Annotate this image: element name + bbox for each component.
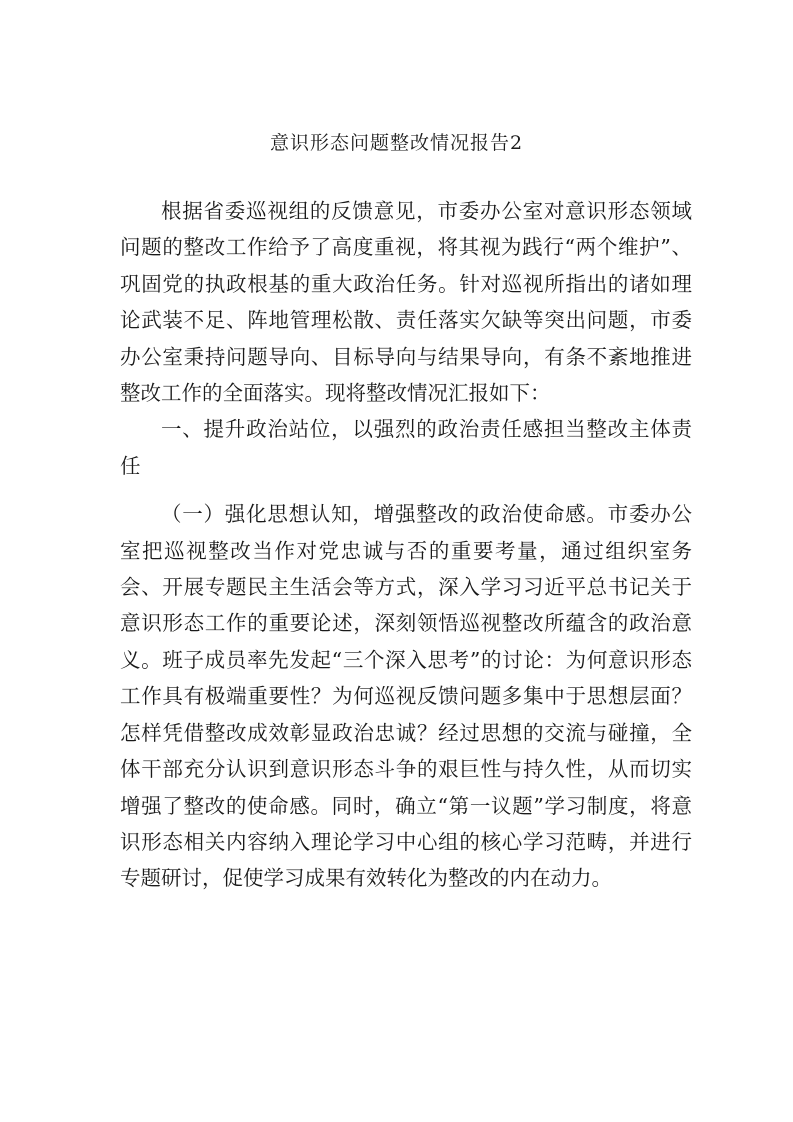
document-body <box>120 193 692 897</box>
section-heading-1: 一、提升政治站位，以强烈的政治责任感担当整改主体责任 <box>120 417 692 478</box>
subsection-paragraph-1: （一）强化思想认知，增强整改的政治使命感。市委办公室把巡视整改当作对党忠诚与否的重要考量，通过组织室务会、开展专题民主生活会等方式，深入学习习近平总书记关于意识形态工作的重要论述，深刻领悟巡视整改所蕴含的政治意义。班子成员率先发起“三个深入思考”的讨论：为何意识形态工作具有极端重要性？为何巡视反馈问题多集中于思想层面？怎样凭借整改成效彰显政治忠诚？经过思想的交流与碰撞，全体干部充分认识到意识形态斗争的艰巨性与持久性，从而切实增强了整改的使命感。同时，确立“第一议题”学习制度，将意识形态相关内容纳入理论学习中心组的核心学习范畴，并进行专题研讨，促使学习成果有效转化为整改的内在动力。 <box>120 502 692 891</box>
intro-paragraph: 根据省委巡视组的反馈意见，市委办公室对意识形态领域问题的整改工作给予了高度重视，将其视为践行“两个维护”、巩固党的执政根基的重大政治任务。针对巡视所指出的诸如理论武装不足、阵地管理松散、责任落实欠缺等突出问题，市委办公室秉持问题导向、目标导向与结果导向，有条不紊地推进整改工作的全面落实。现将整改情况汇报如下： <box>120 199 692 406</box>
document-title: 意识形态问题整改情况报告2 <box>269 132 524 154</box>
